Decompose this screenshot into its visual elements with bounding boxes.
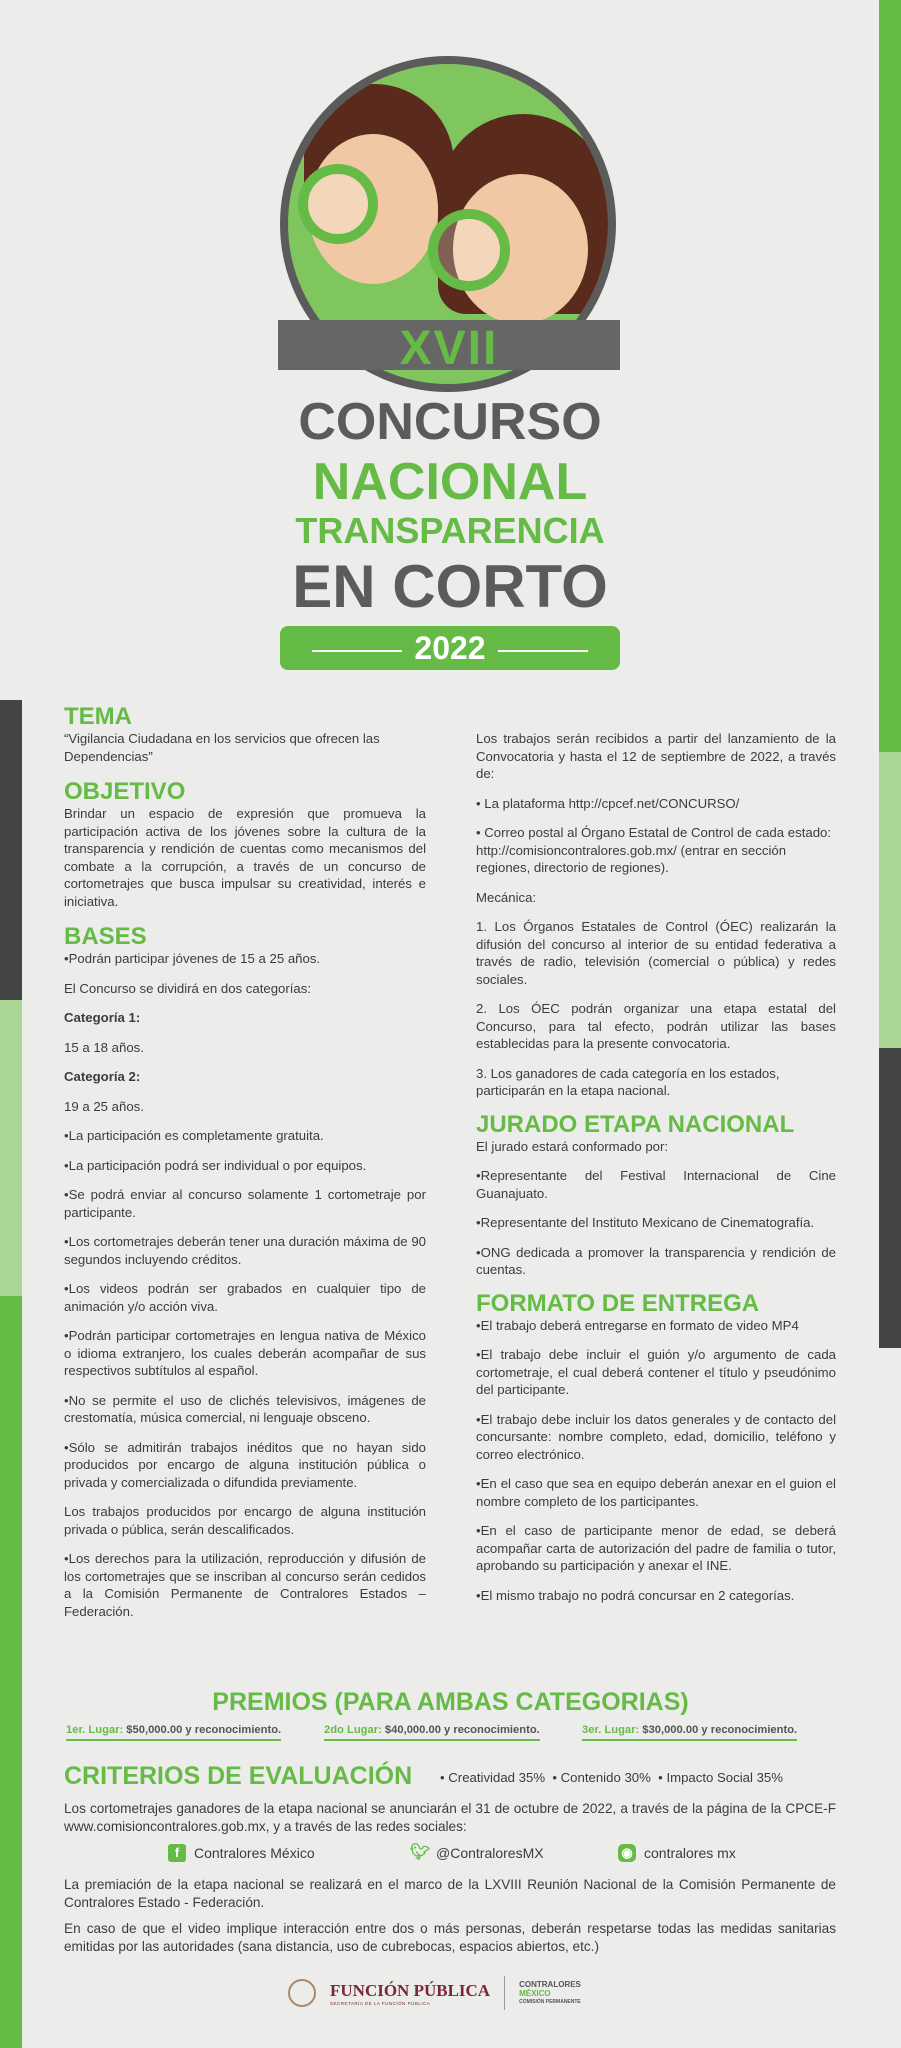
bases-item: •La participación es completamente gratuita. (64, 1128, 324, 1143)
bases-item: 19 a 25 años. (64, 1098, 144, 1114)
seal-icon (288, 1979, 316, 2007)
social-facebook[interactable]: f Contralores México (168, 1844, 315, 1862)
logo-divider (504, 1976, 505, 2010)
instagram-icon: ◉ (618, 1844, 636, 1862)
bases-item: El Concurso se dividirá en dos categorías: (64, 980, 312, 996)
contralores-mexico-logo: CONTRALORES MÉXICO COMISIÓN PERMANENTE (519, 1979, 581, 2005)
mecanica-1: 1. Los Órganos Estatales de Control (ÓEC) realizarán la difusión del concurso al interior de su entidad federativa a través de radio, televisión (comercial o pública) y redes sociales. (476, 919, 836, 987)
right-accent-green-top (879, 0, 901, 752)
magnifier-right-icon (428, 209, 510, 291)
recepcion-text: Los trabajos serán recibidos a partir del lanzamiento de la Convocatoria y hasta el 12 de septiembre de 2022, a través de: (476, 731, 836, 781)
right-column (476, 730, 836, 1616)
recepcion-via-2: • Correo postal al Órgano Estatal de Control de cada estado: http://comisioncontralores.gob.mx/ (entrar en sección regiones, directorio de regiones). (476, 825, 832, 875)
objetivo-heading: OBJETIVO (64, 778, 186, 805)
formato-item: •El mismo trabajo no podrá concursar en 2 categorías. (476, 1587, 795, 1603)
recepcion-via-1: • La plataforma http://cpcef.net/CONCURSO/ (476, 795, 740, 811)
sanitarias-text: En caso de que el video implique interacción entre dos o más personas, deberán respetarse todas las medidas sanitarias emitidas por las autoridades (sana distancia, uso de cubrebocas, espacios abiertos, etc.) (64, 1921, 836, 1954)
mecanica-3: 3. Los ganadores de cada categoría en los estados, participarán en la etapa nacional. (476, 1065, 780, 1098)
announce-text: Los cortometrajes ganadores de la etapa nacional se anunciarán el 31 de octubre de 2022, a través de la página de la CPCE-F www.comisioncontralores.gob.mx, y a través de las redes sociales: (64, 1801, 836, 1834)
criterios-items: • Creatividad 35% • Contenido 30% • Impacto Social 35% (440, 1770, 783, 1785)
year-label: 2022 (414, 630, 486, 666)
formato-item: •El trabajo debe incluir el guión y/o argumento de cada cortometraje, el cual deberá contener el título y pseudónimo del participante. (476, 1347, 836, 1397)
jurado-intro: El jurado estará conformado por: (476, 1138, 669, 1154)
edition-label: XVII (399, 322, 499, 375)
formato-heading: FORMATO DE ENTREGA (476, 1289, 760, 1317)
edition-banner (278, 320, 620, 375)
prize-second: 2do Lugar: $40,000.00 y reconocimiento. (324, 1724, 540, 1741)
footer-logos: FUNCIÓN PÚBLICA SECRETARÍA DE LA FUNCIÓN PÚBLICA CONTRALORES MÉXICO COMISIÓN PERMANENTE (288, 1976, 581, 2010)
title-line-1: CONCURSO (298, 393, 602, 451)
bases-item: •Los videos podrán ser grabados en cualquier tipo de animación y/o acción viva. (64, 1281, 426, 1314)
twitter-icon: 🐦︎ (410, 1844, 431, 1861)
social-instagram[interactable]: ◉ contralores mx (618, 1844, 736, 1862)
bases-item: •Podrán participar jóvenes de 15 a 25 años. (64, 951, 321, 966)
formato-item: •En el caso de participante menor de edad, se deberá acompañar carta de autorización del padre de familia o tutor, aprobando su participación y anexar el INE. (476, 1523, 836, 1573)
formato-item: •En el caso que sea en equipo deberán anexar en el guion el nombre completo de los participantes. (476, 1476, 836, 1509)
title-line-3: TRANSPARENCIA (295, 510, 605, 551)
tema-text: “Vigilancia Ciudadana en los servicios que ofrecen las Dependencias” (64, 731, 380, 764)
formato-item: •El trabajo deberá entregarse en formato de video MP4 (476, 1317, 799, 1333)
title-line-4: EN CORTO (292, 553, 608, 620)
jurado-heading: JURADO ETAPA NACIONAL (476, 1110, 795, 1138)
bases-item: •Sólo se admitirán trabajos inéditos que no hayan sido producidos por encargo de alguna institución pública o privada y comercializada o difundida previamente. (64, 1439, 426, 1490)
mecanica-label: Mecánica: (476, 889, 537, 905)
premios-heading: PREMIOS (PARA AMBAS CATEGORIAS) (212, 1688, 689, 1716)
bases-item: •Se podrá enviar al concurso solamente 1 cortometraje por participante. (64, 1187, 426, 1220)
jurado-item: •ONG dedicada a promover la transparencia y rendición de cuentas. (476, 1244, 836, 1277)
left-column (64, 704, 426, 1632)
funcion-publica-logo: FUNCIÓN PÚBLICA (330, 1980, 491, 2000)
mecanica-2: 2. Los ÓEC podrán organizar una etapa estatal del Concurso, para tal efecto, podrán utilizar las bases establecidas para la presente convocatoria. (476, 1001, 836, 1051)
bases-item: •Podrán participar cortometrajes en lengua nativa de México o idioma extranjero, los cuales deberán acompañar de sus respectivos subtítulos al español. (64, 1328, 426, 1378)
bases-item: 15 a 18 años. (64, 1039, 144, 1055)
left-accent-dark (0, 700, 22, 1000)
facebook-icon: f (168, 1844, 186, 1862)
bases-item: •Los derechos para la utilización, reproducción y difusión de los cortometrajes que se inscriban al concurso serán cedidos a la Comisión Permanente de Contralores Estados – Federación. (64, 1551, 426, 1619)
bases-heading: BASES (64, 923, 147, 950)
social-twitter[interactable]: 🐦︎ @ContraloresMX (410, 1844, 544, 1861)
formato-item: •El trabajo debe incluir los datos generales y de contacto del concursante: nombre completo, edad, domicilio, teléfono y correo electrónico. (476, 1411, 836, 1462)
right-accent-pale (879, 752, 901, 1048)
bases-item: Categoría 2: (64, 1069, 141, 1084)
criterios-heading: CRITERIOS DE EVALUACIÓN (64, 1762, 413, 1790)
jurado-item: •Representante del Instituto Mexicano de Cinematografía. (476, 1215, 815, 1230)
prize-third: 3er. Lugar: $30,000.00 y reconocimiento. (582, 1724, 797, 1741)
bases-item: •No se permite el uso de clichés televisivos, imágenes de crestomatía, música comercial, ni lenguaje obsceno. (64, 1392, 426, 1425)
right-accent-dark (879, 1048, 901, 1348)
left-accent-pale (0, 1000, 22, 1296)
bases-item: •Los cortometrajes deberán tener una duración máxima de 90 segundos incluyendo créditos. (64, 1234, 426, 1267)
bases-item: Categoría 1: (64, 1010, 141, 1025)
left-accent-green (0, 1296, 22, 2048)
prize-first: 1er. Lugar: $50,000.00 y reconocimiento. (66, 1724, 281, 1741)
bases-item: Los trabajos producidos por encargo de alguna institución privada o pública, serán descalificados. (64, 1504, 426, 1537)
jurado-item: •Representante del Festival Internacional de Cine Guanajuato. (476, 1168, 836, 1201)
objetivo-text: Brindar un espacio de expresión que promueva la participación activa de los jóvenes sobre la cultura de la transparencia y rendición de cuentas como mecanismos del combate a la corrupción, a través de un concurso de cortometrajes que busca impulsar su creatividad, interés e iniciativa. (64, 806, 426, 909)
premiacion-text: La premiación de la etapa nacional se realizará en el marco de la LXVIII Reunión Nacional de la Comisión Permanente de Contralores Estado - Federación. (64, 1877, 836, 1910)
magnifier-left-icon (298, 164, 378, 244)
hero-logo (270, 48, 630, 678)
year-bar (280, 626, 620, 670)
title-line-2: NACIONAL (312, 453, 588, 511)
tema-heading: TEMA (64, 703, 132, 730)
bases-item: •La participación podrá ser individual o por equipos. (64, 1157, 367, 1173)
